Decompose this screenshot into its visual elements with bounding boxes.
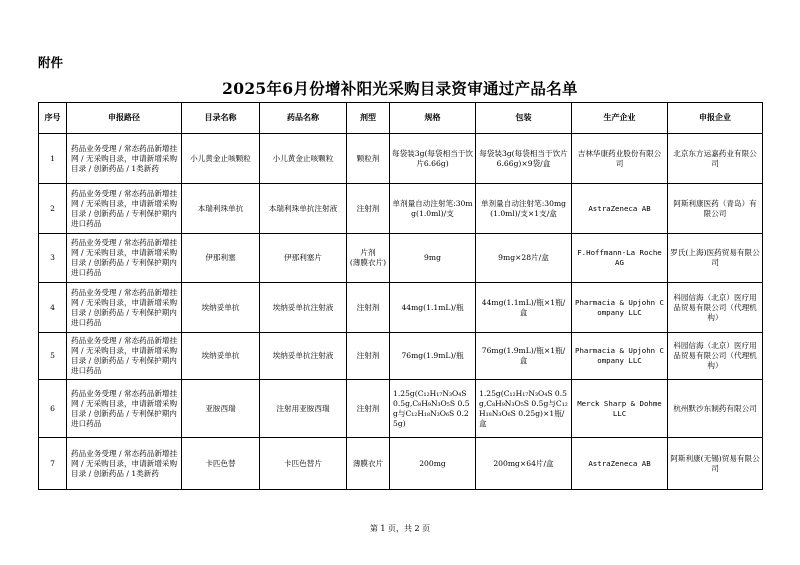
- cell-path: 药品业务受理 / 常态药品新增挂网 / 无采购目录，申请新增采购目录 / 创新药品 / 专利保护期内进口药品: [67, 184, 182, 234]
- cell-maker: 吉林华康药业股份有限公司: [572, 134, 668, 184]
- table-header-row: [39, 103, 763, 134]
- cell-no: 1: [39, 134, 67, 184]
- cell-spec: 9mg: [390, 234, 476, 283]
- table-row: [39, 438, 763, 490]
- table-row: [39, 333, 763, 380]
- cell-catalog: 亚胺西瑞: [182, 380, 260, 438]
- cell-catalog: 埃纳妥单抗: [182, 283, 260, 333]
- cell-spec: 76mg(1.9mL)/瓶: [390, 333, 476, 380]
- cell-path: 药品业务受理 / 常态药品新增挂网 / 无采购目录，申请新增采购目录 / 创新药品 / 专利保护期内进口药品: [67, 333, 182, 380]
- cell-pack: 76mg(1.9mL)/瓶×1瓶/盒: [476, 333, 572, 380]
- cell-spec: 200mg: [390, 438, 476, 490]
- cell-catalog: 小儿黄金止咳颗粒: [182, 134, 260, 184]
- cell-form: 颗粒剂: [347, 134, 390, 184]
- cell-maker: Pharmacia & Upjohn Company LLC: [572, 333, 668, 380]
- cell-no: 6: [39, 380, 67, 438]
- cell-path: 药品业务受理 / 常态药品新增挂网 / 无采购目录，申请新增采购目录 / 创新药品 / 专利保护期内进口药品: [67, 234, 182, 283]
- col-header-maker: 生产企业: [572, 103, 668, 134]
- col-header-catalog: 目录名称: [182, 103, 260, 134]
- cell-applicant: 阿斯利康(无锡)贸易有限公司: [668, 438, 763, 490]
- table-row: [39, 380, 763, 438]
- cell-drug: 本瑞利珠单抗注射液: [260, 184, 347, 234]
- cell-applicant: 罗氏(上海)医药贸易有限公司: [668, 234, 763, 283]
- col-header-applicant: 申报企业: [668, 103, 763, 134]
- cell-drug: 小儿黄金止咳颗粒: [260, 134, 347, 184]
- cell-maker: Merck Sharp & Dohme LLC: [572, 380, 668, 438]
- col-header-pack: 包装: [476, 103, 572, 134]
- cell-form: 注射剂: [347, 333, 390, 380]
- cell-no: 5: [39, 333, 67, 380]
- cell-applicant: 科园信海（北京）医疗用品贸易有限公司（代理机构）: [668, 333, 763, 380]
- cell-spec: 每袋装3g(每袋相当于饮片6.66g): [390, 134, 476, 184]
- cell-form: 注射剂: [347, 380, 390, 438]
- cell-catalog: 伊那利塞: [182, 234, 260, 283]
- cell-no: 4: [39, 283, 67, 333]
- attachment-label: 附件: [38, 55, 64, 70]
- cell-catalog: 本瑞利珠单抗: [182, 184, 260, 234]
- cell-pack: 单剂量自动注射笔:30mg(1.0ml)/支×1支/盒: [476, 184, 572, 234]
- cell-path: 药品业务受理 / 常态药品新增挂网 / 无采购目录，申请新增采购目录 / 创新药品 / 专利保护期内进口药品: [67, 283, 182, 333]
- cell-drug: 卡匹色替片: [260, 438, 347, 490]
- cell-maker: Pharmacia & Upjohn Company LLC: [572, 283, 668, 333]
- cell-applicant: 阿斯利康医药（青岛）有限公司: [668, 184, 763, 234]
- cell-path: 药品业务受理 / 常态药品新增挂网 / 无采购目录，申请新增采购目录 / 创新药品 / 1类新药: [67, 134, 182, 184]
- cell-maker: F.Hoffmann-La Roche AG: [572, 234, 668, 283]
- cell-catalog: 埃纳妥单抗: [182, 333, 260, 380]
- table-row: [39, 234, 763, 283]
- cell-form: 片剂 (薄膜衣片): [347, 234, 390, 283]
- cell-pack: 每袋装3g(每袋相当于饮片6.66g)×9袋/盒: [476, 134, 572, 184]
- cell-drug: 埃纳妥单抗注射液: [260, 283, 347, 333]
- col-header-spec: 规格: [390, 103, 476, 134]
- col-header-drug: 药品名称: [260, 103, 347, 134]
- cell-maker: AstraZeneca AB: [572, 184, 668, 234]
- cell-applicant: 杭州默沙东制药有限公司: [668, 380, 763, 438]
- cell-drug: 埃纳妥单抗注射液: [260, 333, 347, 380]
- cell-pack: 200mg×64片/盒: [476, 438, 572, 490]
- cell-no: 3: [39, 234, 67, 283]
- cell-applicant: 北京东方运嘉药业有限公司: [668, 134, 763, 184]
- col-header-no: 序号: [39, 103, 67, 134]
- document-title: 2025年6月份增补阳光采购目录资审通过产品名单: [222, 79, 578, 98]
- col-header-path: 申报路径: [67, 103, 182, 134]
- cell-drug: 伊那利塞片: [260, 234, 347, 283]
- cell-no: 7: [39, 438, 67, 490]
- table-row: [39, 134, 763, 184]
- col-header-form: 剂型: [347, 103, 390, 134]
- cell-path: 药品业务受理 / 常态药品新增挂网 / 无采购目录，申请新增采购目录 / 创新药品 / 1类新药: [67, 438, 182, 490]
- table-row: [39, 283, 763, 333]
- cell-path: 药品业务受理 / 常态药品新增挂网 / 无采购目录，申请新增采购目录 / 创新药品 / 专利保护期内进口药品: [67, 380, 182, 438]
- cell-pack: 9mg×28片/盒: [476, 234, 572, 283]
- cell-catalog: 卡匹色替: [182, 438, 260, 490]
- cell-form: 薄膜衣片: [347, 438, 390, 490]
- cell-maker: AstraZeneca AB: [572, 438, 668, 490]
- cell-pack: 1.25g(C₁₂H₁₇N₃O₄S 0.5g,C₈H₉N₃O₅S 0.5g与C₁₂H₁₈N₃O₆S 0.25g)×1瓶/盒: [476, 380, 572, 438]
- cell-form: 注射剂: [347, 184, 390, 234]
- cell-spec: 单剂量自动注射笔:30mg(1.0ml)/支: [390, 184, 476, 234]
- cell-spec: 44mg(1.1mL)/瓶: [390, 283, 476, 333]
- page-footer: 第 1 页，共 2 页: [369, 524, 431, 533]
- cell-no: 2: [39, 184, 67, 234]
- cell-pack: 44mg(1.1mL)/瓶×1瓶/盒: [476, 283, 572, 333]
- table-row: [39, 184, 763, 234]
- cell-form: 注射剂: [347, 283, 390, 333]
- product-table: [38, 102, 763, 490]
- cell-spec: 1.25g(C₁₂H₁₇N₃O₄S 0.5g,C₈H₉N₃O₅S 0.5g与C₁₂H₁₈N₃O₆S 0.25g): [390, 380, 476, 438]
- cell-drug: 注射用亚胺西瑞: [260, 380, 347, 438]
- cell-applicant: 科园信海（北京）医疗用品贸易有限公司（代理机构）: [668, 283, 763, 333]
